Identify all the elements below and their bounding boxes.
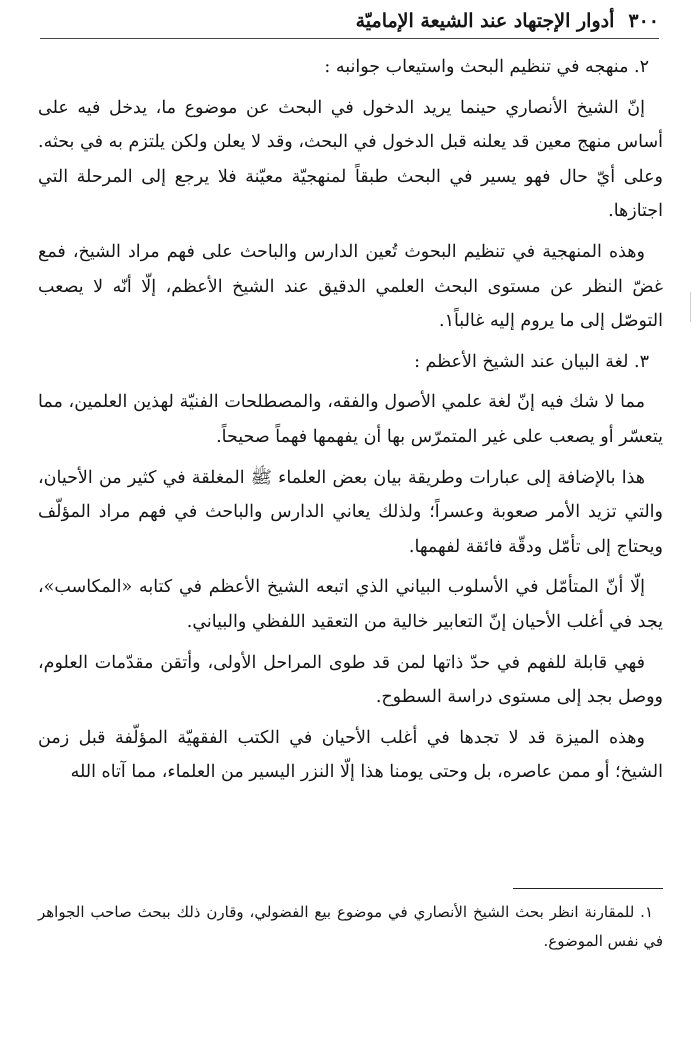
paragraph: وهذه المنهجية في تنظيم البحوث تُعين الدارس والباحث على فهم مراد الشيخ، فمع غضّ النظر عن مستوى البحث العلمي الدقيق عند الشيخ الأعظم، إلّا أنّه لا يصعب التوصّل إلى ما يروم إليه غالباً١. (38, 241, 663, 332)
running-title: أدوار الإجتهاد عند الشيعة الإماميّة (355, 10, 615, 32)
footnote-separator (513, 888, 663, 889)
paragraph: فهي قابلة للفهم في حدّ ذاتها لمن قد طوى المراحل الأولى، وأتقن مقدّمات العلوم، ووصل بجد إلى مستوى دراسة السطوح. (38, 652, 663, 708)
section-heading-2: ٢. منهجه في تنظيم البحث واستيعاب جوانبه : (324, 57, 649, 77)
main-text (38, 50, 663, 796)
paragraph: إنّ الشيخ الأنصاري حينما يريد الدخول في البحث عن موضوع ما، يدخل فيه على أساس منهج معين قد يعلنه قبل الدخول في البحث، وقد لا يعلن ولكن يلتزم به في بحثه. وعلى أيّ حال فهو يسير في البحث طبقاً لمنهجيّة معيّنة فلا يرجع إلى المرحلة التي اجتازها. (38, 97, 663, 222)
running-header (40, 6, 659, 36)
footnote-1: ١. للمقارنة انظر بحث الشيخ الأنصاري في موضوع بيع الفضولي، وقارن ذلك ببحث صاحب الجواهر في نفس الموضوع. (38, 903, 663, 950)
footnotes (38, 898, 663, 956)
header-rule (40, 38, 659, 39)
margin-mark (690, 292, 691, 322)
paragraph: وهذه الميزة قد لا تجدها في أغلب الأحيان في الكتب الفقهيّة المؤلّفة قبل زمن الشيخ؛ أو ممن عاصره، بل وحتى يومنا هذا إلّا النزر اليسير من العلماء، مما آتاه الله (38, 727, 663, 783)
paragraph: هذا بالإضافة إلى عبارات وطريقة بيان بعض العلماء ﷺ المغلقة في كثير من الأحيان، والتي تزيد الأمر صعوبة وعسراً؛ ولذلك يعاني الدارس والباحث في فهم مراد المؤلّف ويحتاج إلى تأمّل ودقّة فائقة لفهمها. (38, 467, 663, 557)
section-heading-3: ٣. لغة البيان عند الشيخ الأعظم : (414, 351, 649, 372)
page-number: ٣٠٠ (628, 10, 659, 32)
paragraph: مما لا شك فيه إنّ لغة علمي الأصول والفقه، والمصطلحات الفنيّة لهذين العلمين، مما يتعسّر أو يصعب على غير المتمرّس بها أن يفهمها فهماً صحيحاً. (38, 392, 663, 447)
paragraph: إلّا أنّ المتأمّل في الأسلوب البياني الذي اتبعه الشيخ الأعظم في كتابه «المكاسب»، يجد في أغلب الأحيان إنّ التعابير خالية من التعقيد اللفظي والبياني. (38, 577, 663, 632)
